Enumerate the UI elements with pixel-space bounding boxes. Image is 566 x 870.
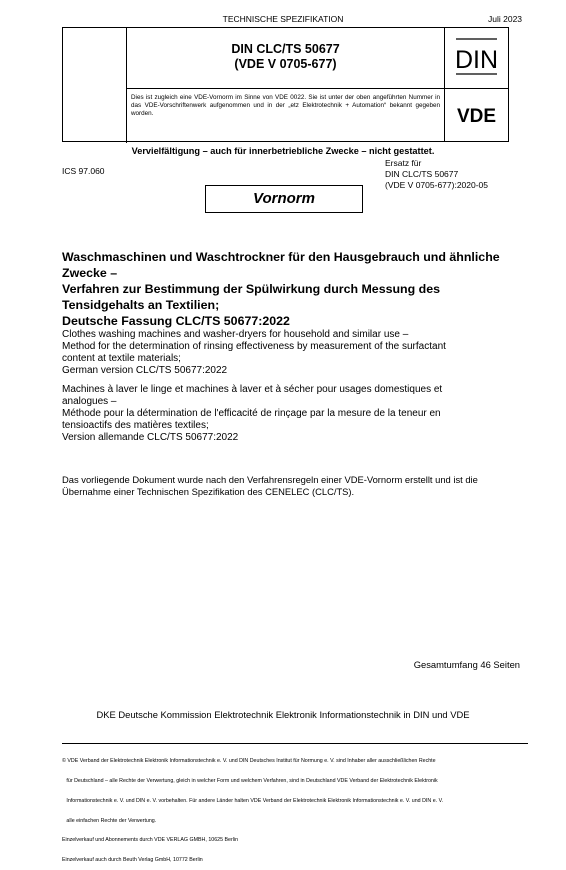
vde-logo-icon: [445, 89, 508, 141]
din-logo-icon: [445, 28, 508, 88]
title-german-line: Verfahren zur Bestimmung der Spülwirkung durch Messung des: [62, 282, 440, 296]
vde-note: Dies ist zugleich eine VDE-Vornorm im Sinne von VDE 0022. Sie ist unter der oben angeführten Nummer in das VDE-Vorschriftenwerk aufgenommen und in der „etz Elektrotechnik + Automation“ bekannt gegeben worden.: [127, 89, 445, 141]
footer-copyright: [62, 745, 532, 870]
header-box: [62, 27, 509, 142]
title-french-line: Méthode pour la détermination de l'efficacité de rinçage par la mesure de la teneur en: [62, 408, 441, 419]
title-french-line: Version allemande CLC/TS 50677:2022: [62, 432, 239, 443]
title-german: [62, 249, 522, 329]
document-type: TECHNISCHE SPEZIFIKATION: [222, 14, 344, 24]
footer-line: für Deutschland – alle Rechte der Verwertung, gleich in welcher Form und welchem Verfahren, sind in Deutschland VDE Verband der Elektrotechnik Elektronik: [62, 777, 438, 784]
replaces-line-1: DIN CLC/TS 50677: [385, 169, 459, 179]
publication-date: Juli 2023: [488, 14, 523, 24]
vde-logo: [445, 89, 508, 141]
replaces-block: [385, 158, 488, 191]
replaces-line-2: (VDE V 0705-677):2020-05: [385, 180, 489, 190]
total-pages: Gesamtumfang 46 Seiten: [413, 659, 520, 670]
din-logo-text: DIN: [454, 46, 499, 74]
title-french-line: analogues –: [62, 396, 117, 407]
footer-line: © VDE Verband der Elektrotechnik Elektronik Informationstechnik e. V. und DIN Deutsches Institut für Normung e. V. sind Inhaber aller ausschließlichen Rechte: [62, 758, 436, 765]
status-box: Vornorm: [205, 185, 363, 213]
title-german-line: Deutsche Fassung CLC/TS 50677:2022: [62, 314, 290, 328]
ics-code: ICS 97.060: [62, 166, 105, 176]
din-logo: [445, 28, 508, 88]
footer-rule: [62, 743, 528, 744]
title-english: [62, 329, 522, 377]
reproduction-notice: Vervielfältigung – auch für innerbetriebliche Zwecke – nicht gestattet.: [131, 146, 435, 156]
footer-line: Einzelverkauf auch durch Beuth Verlag GmbH, 10772 Berlin: [62, 857, 203, 864]
title-english-line: Clothes washing machines and washer-dryers for household and similar use –: [62, 329, 409, 340]
footer-line: Informationstechnik e. V. und DIN e. V. vorbehalten. Für andere Länder halten VDE Verband der Elektrotechnik Elektronik Informationstechnik e. V. und DIN e. V.: [62, 797, 444, 804]
title-english-line: content at textile materials;: [62, 353, 181, 364]
standard-number-block: [127, 28, 445, 88]
title-english-line: Method for the determination of rinsing effectiveness by measurement of the surfactant: [62, 341, 446, 352]
standard-number: DIN CLC/TS 50677: [231, 42, 340, 56]
footer-line: Einzelverkauf und Abonnements durch VDE VERLAG GMBH, 10625 Berlin: [62, 837, 239, 844]
replaces-label: Ersatz für: [385, 158, 422, 168]
procedure-note: [62, 474, 532, 498]
footer-line: alle einfachen Rechte der Verwertung.: [62, 817, 157, 824]
vde-logo-text: VDE: [456, 106, 497, 127]
procedure-note-line: Das vorliegende Dokument wurde nach den Verfahrensregeln einer VDE-Vornorm erstellt und ist die: [62, 474, 478, 485]
logo-column: [63, 28, 127, 143]
procedure-note-line: Übernahme einer Technischen Spezifikation des CENELEC (CLC/TS).: [62, 486, 355, 497]
title-german-line: Zwecke –: [62, 266, 118, 280]
title-french: [62, 384, 522, 444]
title-german-line: Tensidgehalts an Textilien;: [62, 298, 220, 312]
committee-line: DKE Deutsche Kommission Elektrotechnik Elektronik Informationstechnik in DIN und VDE: [96, 709, 470, 720]
title-french-line: tensioactifs des matières textiles;: [62, 420, 209, 431]
vde-number: (VDE V 0705-677): [234, 57, 337, 71]
title-german-line: Waschmaschinen und Waschtrockner für den Hausgebrauch und ähnliche: [62, 250, 500, 264]
title-french-line: Machines à laver le linge et machines à laver et à sécher pour usages domestiques et: [62, 384, 443, 395]
title-english-line: German version CLC/TS 50677:2022: [62, 365, 228, 376]
